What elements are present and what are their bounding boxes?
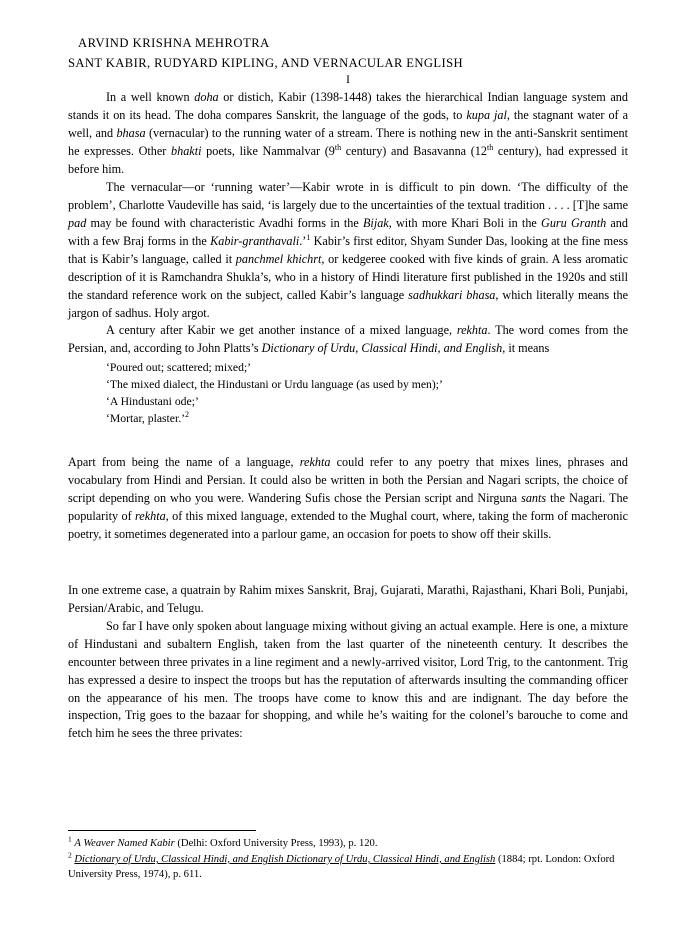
paragraph-6: So far I have only spoken about language mixing without giving an actual example. Here is one, a mixture of Hindustani and subaltern English, taken from the last quarter of the nineteenth century. It describes the encounter between three privates in a line regiment and a newly-arrived visitor, Lord Trig, to the cantonment. Trig has expressed a desire to inspect the troops but has the reputation of afterwards insulting the commanding officer on the appearance of his men. The troops have come to know this and are indignant. The day before the inspection, Trig goes to the bazaar for shopping, and while he’s waiting for the colonel’s barouche to come and fetch him he sees the three privates: — [68, 618, 628, 741]
paragraph-2: The vernacular—or ‘running water’—Kabir wrote in is difficult to pin down. ‘The difficulty of the problem’, Charlotte Vaudeville has said, ‘is largely due to the uncertainties of the textual tradition . . . . [T]he same pad may be found with characteristic Avadhi forms in the Bijak, with more Khari Boli in the Guru Granth and with a few Braj forms in the Kabir-granthavali.’$^1$ Kabir’s first editor, Shyam Sunder Das, looking at the fine mess that is Kabir’s language, called it panchmel khichrt, or kedgeree cooked with five kinds of grain. A less aromatic description of it is Ramchandra Shukla’s, who in a history of Hindi literature first published in the 1920s and still the standard reference work on the subject, called Kabir’s language sadhukkari bhasa, which literally means the jargon of sadhus. Holy argot. — [68, 179, 628, 320]
footnote-separator — [68, 830, 256, 831]
footnote-marker: 2 — [68, 850, 72, 860]
spacer — [68, 428, 628, 454]
quote-text: ‘Mortar, plaster.’ — [106, 412, 186, 426]
section-number: I — [346, 73, 350, 86]
quote-line-with-footnote — [106, 411, 628, 428]
footnote-2 — [68, 852, 628, 882]
footnote-text: Dictionary of Urdu, Classical Hindi, and English Dictionary of Urdu, Classical Hindi, and English (1884; rpt. London: Oxford University Press, 1974), p. 611. — [68, 853, 615, 880]
paragraph-5: In one extreme case, a quatrain by Rahim mixes Sanskrit, Braj, Gujarati, Marathi, Rajasthani, Khari Boli, Punjabi, Persian/Arabic, and Telugu. — [68, 582, 628, 615]
paragraph-4: Apart from being the name of a language, rekhta could refer to any poetry that mixes lines, phrases and vocabulary from Hindi and Persian. It could also be written in both the Persian and Nagari scripts, the choice of script depending on who you were. Wandering Sufis chose the Persian script and Nirguna sants the Nagari. The popularity of rekhta, of this mixed language, extended to the Mughal court, where, taking the form of macheronic poetry, it sometimes degenerated into a parlour game, an occasion for poets to show off their skills. — [68, 455, 629, 541]
page-title: SANT KABIR, RUDYARD KIPLING, AND VERNACULAR ENGLISH — [68, 55, 463, 70]
quote-line: ‘Poured out; scattered; mixed;’ — [106, 361, 252, 375]
quote-block — [68, 360, 628, 428]
paragraph-3: A century after Kabir we get another instance of a mixed language, rekhta. The word comes from the Persian, and, according to John Platts’s Dictionary of Urdu, Classical Hindi, and English, it means — [68, 323, 628, 356]
quote-line: ‘The mixed dialect, the Hindustani or Urdu language (as used by men);’ — [106, 378, 443, 392]
footnote-text: A Weaver Named Kabir (Delhi: Oxford University Press, 1993), p. 120. — [74, 837, 378, 849]
quote-line: ‘A Hindustani ode;’ — [106, 395, 199, 409]
footnote-1 — [68, 836, 628, 851]
footnotes-section — [68, 830, 628, 883]
paragraph-1: In a well known doha or distich, Kabir (1398-1448) takes the hierarchical Indian language system and stands it on its head. The doha compares Sanskrit, the language of the gods, to kupa jal, the stagnant water of a well, and bhasa (vernacular) to the running water of a stream. There is nothing new in the anti-Sanskrit sentiment he expresses. Other bhakti poets, like Nammalvar (9th century) and Basavanna (12th century), had expressed it before him. — [68, 90, 628, 177]
footnote-marker: 2 — [185, 410, 190, 420]
author-name: ARVIND KRISHNA MEHROTRA — [78, 36, 270, 50]
footnote-marker: 1 — [68, 834, 72, 844]
spacer — [68, 544, 628, 582]
